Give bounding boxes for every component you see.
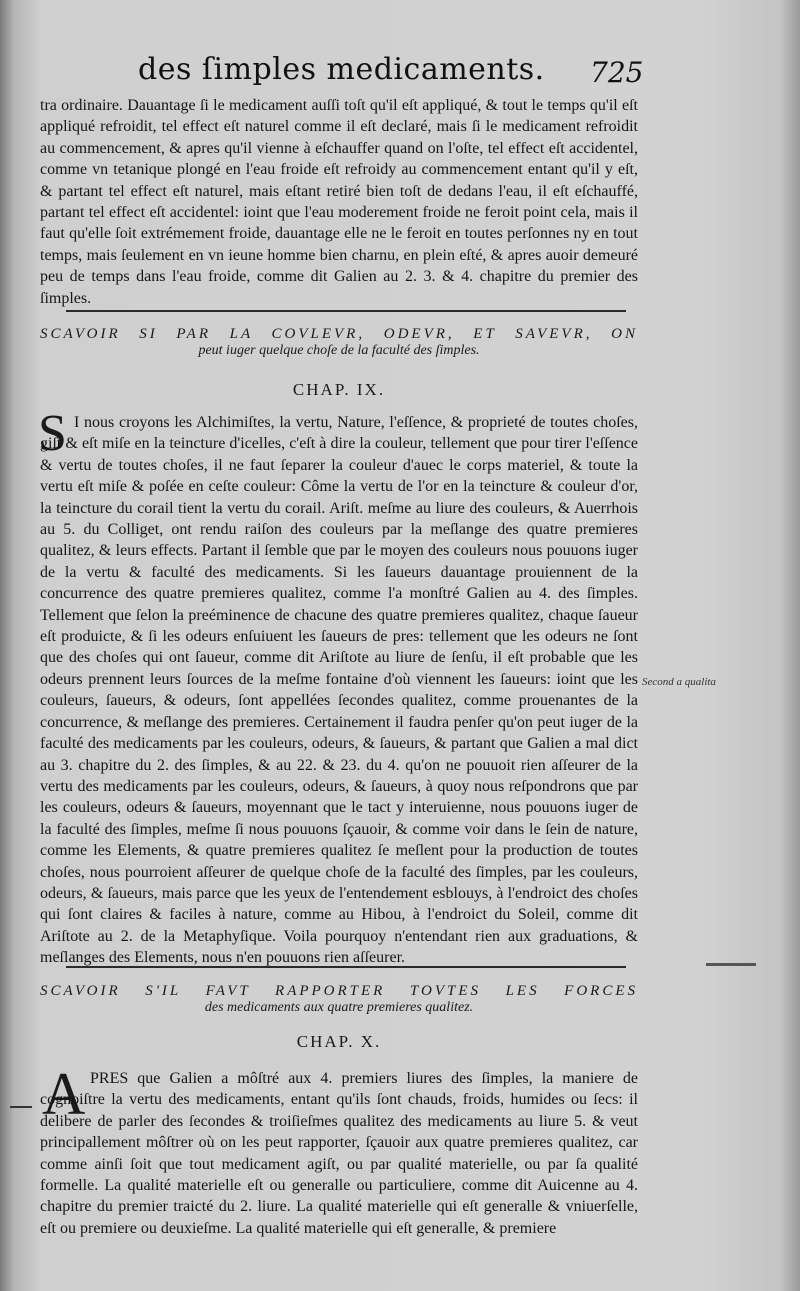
- chapter-10-title-lower: des medicaments aux quatre premieres qualitez.: [204, 1000, 474, 1015]
- ink-mark: [706, 963, 756, 966]
- section-rule: [66, 310, 626, 312]
- chapter-10-title-caps: SCAVOIR S'IL FAVT RAPPORTER TOVTES LES FORCES: [40, 983, 638, 999]
- chapter-9-drop-cap: S: [38, 405, 67, 462]
- chapter-9-title: [40, 326, 638, 359]
- section-rule: [66, 966, 626, 968]
- chapter-10-body-text: PRES que Galien a môſtré aux 4. premiers liures des ſimples, la maniere de cognoiſtre la vertu des medicaments, entant qu'ils ſont chauds, froids, humides ou ſecs: il delibere de parler des ſecondes & troiſieſmes qualitez des medicaments au liure 5. & veut principallement môſtrer où on les peut rapporter, ſçauoir aux quatre premieres qualitez, car comme ainſi ſoit que tout medicament agiſt, ou par qualité materielle, ou par ſa qualité formelle. La qualité materielle eſt ou generalle ou particuliere, comme dit Auicenne au 4. chapitre du premier traicté du 2. liure. La qualité materielle qui eſt generalle & vniuerſelle, eſt ou premiere ou deuxieſme. La qualité materielle qui eſt generalle, & premiere: [40, 1070, 638, 1237]
- opening-paragraph: [40, 95, 638, 307]
- chapter-10-body: [40, 1068, 638, 1237]
- chapter-10-title: [40, 983, 638, 1016]
- chapter-9-body-text: I nous croyons les Alchimiſtes, la vertu, Nature, l'eſſence, & proprieté de toutes choſes, giſt & eſt miſe en la teincture d'icelles, c'eſt à dire la couleur, tellement que pour tirer l'eſſence & vertu de toutes choſes, il ne faut ſeparer la couleur d'auec le corps materiel, & toute la vertu eſt miſe & poſée en ceſte couleur: Côme la vertu de l'or en la teincture & couleur d'or, la teincture du corail tient la vertu du corail. Ariſt. meſme au liure des couleurs, & Auerrhois au 5. du Colliget, ont rendu raiſon des couleurs par la meſlange des quatre premieres qualitez, & leurs effects. Partant il ſemble que par le moyen des couleurs nous pouuons iuger de la vertu & faculté des medicaments. Si les ſaueurs dauantage prouiennent de la concurrence des quatre premieres qualitez, comme l'a monſtré Galien au 4. des ſimples. Tellement que ſelon la preéminence de chacune des quatre premieres qualitez, chaque ſaueur eſt produicte, & ſi les odeurs enſuiuent les ſaueurs de pres: tellement que les odeurs ne ſont que des choſes qui ont ſaueur, comme dit Ariſtote au liure de ſenſu, il eſt probable que les odeurs prennent leurs ſources de la meſme fontaine d'où viennent les ſaueurs: ioint que les couleurs, ſaueurs, & odeurs, ſont appellées ſecondes qualitez, comme prouenantes de la concurrence, & meſlange des premieres. Certainement il faudra penſer qu'on peut iuger de la faculté des medicaments par les couleurs, odeurs, & ſaueurs, & partant que Galien a mal dict au 3. chapitre du 2. des ſimples, & au 22. & 23. du 4. qu'on ne pouuoit rien aſſeurer de la vertu des medicaments par les couleurs, odeurs, & ſaueurs, à quoy nous reſpondrons que par les couleurs, odeurs & ſaueurs, moyennant que le tact y interuienne, nous pouuons iuger de la faculté des ſimples, meſme ſi nous pouuons ſçauoir, & comme voir dans le ſein de nature, comme les Elements, & quatre premieres qualitez ſe meſlent pour la production de toutes choſes, nous pourroient aſſeurer de quelque choſe de la faculté des ſimples, par les couleurs, odeurs, & ſaueurs, mais parce que les yeux de l'entendement esblouys, à l'endroict des choſes qui ſont claires & faciles à nature, comme au Hibou, à l'endroict du Soleil, comme dit Ariſtote au 2. de la Metaphyſique. Voila pourquoy n'entendant rien aux graduations, & meſlanges des Elements, nous n'en pouuons rien aſſeurer.: [40, 414, 638, 967]
- page-number: 725: [590, 56, 644, 89]
- marginal-note: Second a qualita: [642, 676, 716, 688]
- chapter-9-body: [40, 412, 638, 967]
- running-title: des ſimples medicaments.: [138, 52, 545, 87]
- chapter-10-drop-cap: A: [42, 1061, 86, 1127]
- chapter-10-number: CHAP. X.: [296, 1032, 382, 1051]
- chapter-9-title-lower: peut iuger quelque choſe de la faculté des ſimples.: [198, 343, 480, 358]
- margin-mark: [10, 1106, 32, 1108]
- chapter-9-title-caps: SCAVOIR SI PAR LA COVLEVR, ODEVR, ET SAVEVR, ON: [40, 326, 638, 342]
- opening-paragraph-text: tra ordinaire. Dauantage ſi le medicament auſſi toſt qu'il eſt appliqué, & tout le temps qu'il eſt appliqué refroidit, tel effect eſt naturel comme il eſt declaré, mais ſi le medicament refroidit au commencement, & apres qu'il vienne à eſchauffer quand on l'oſte, tel effect eſt accidentel, comme vn tetanique plongé en l'eau froide eſt refroidy au commencement entant qu'il y eſt, & partant tel effect eſt naturel, mais eſtant retiré bien toſt de dedans l'eau, il eſt eſchauffé, partant tel effect eſt accidentel: ioint que l'eau moderement froide ne feroit point cela, mais il faut qu'elle ſoit extrémement froide, dauantage elle ne le feroit en toutes perſonnes ny en tout temps, mais ſeulement en vn ieune homme bien charnu, en plein eſté, & apres auoir demeuré peu de temps dans l'eau froide, comme dit Galien au 2. 3. & 4. chapitre du premier des ſimples.: [40, 97, 638, 307]
- chapter-9-number: CHAP. IX.: [292, 380, 386, 399]
